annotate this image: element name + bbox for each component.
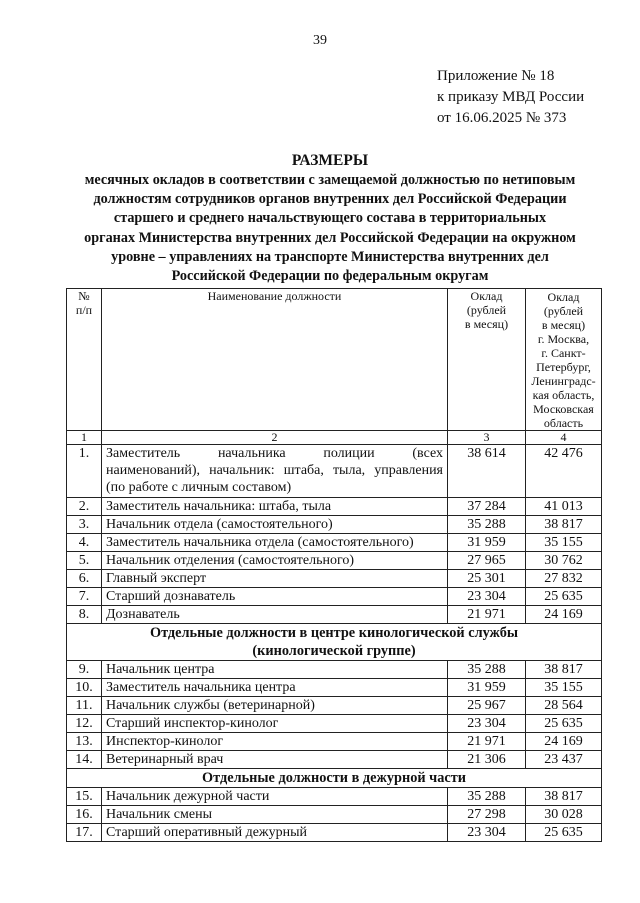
appendix-number: Приложение № 18 [437, 68, 555, 84]
table-row [67, 445, 602, 498]
title-heading: РАЗМЕРЫ [291, 152, 369, 169]
table-row [67, 588, 602, 606]
table-row [67, 552, 602, 570]
table-row [67, 570, 602, 588]
salary: 23 304 [448, 715, 526, 733]
position-name: Начальник центра [102, 661, 448, 679]
row-number: 12. [67, 715, 102, 733]
salary: 35 288 [448, 661, 526, 679]
salary: 37 284 [448, 498, 526, 516]
salary: 38 614 [448, 445, 526, 498]
header-salary: Оклад (рублей в месяц) [448, 289, 526, 431]
title-line: должностям сотрудников органов внутренних дел Российской Федерации [93, 191, 567, 208]
salary: 23 304 [448, 588, 526, 606]
salary: 21 971 [448, 733, 526, 751]
header-number: № п/п [67, 289, 102, 431]
table-row [67, 715, 602, 733]
salary-moscow: 35 155 [526, 534, 602, 552]
salary-moscow: 27 832 [526, 570, 602, 588]
section-header-cynology [67, 624, 602, 661]
row-number: 5. [67, 552, 102, 570]
salary: 27 965 [448, 552, 526, 570]
column-number: 4 [526, 431, 602, 445]
salary: 35 288 [448, 516, 526, 534]
position-name: Дознаватель [102, 606, 448, 624]
row-number: 11. [67, 697, 102, 715]
column-number-row [67, 431, 602, 445]
salary-moscow: 30 028 [526, 806, 602, 824]
position-name: Начальник отдела (самостоятельного) [102, 516, 448, 534]
section-header-duty-unit [67, 769, 602, 788]
salary-moscow: 35 155 [526, 679, 602, 697]
row-number: 6. [67, 570, 102, 588]
table-row [67, 679, 602, 697]
column-number: 2 [102, 431, 448, 445]
position-name: Инспектор-кинолог [102, 733, 448, 751]
row-number: 7. [67, 588, 102, 606]
salary: 25 967 [448, 697, 526, 715]
position-name: Заместитель начальника отдела (самостоятельного) [102, 534, 448, 552]
salary-moscow: 24 169 [526, 733, 602, 751]
title-line: месячных окладов в соответствии с замещаемой должностью по нетиповым [84, 172, 576, 188]
salary-moscow: 38 817 [526, 661, 602, 679]
table-row [67, 516, 602, 534]
row-number: 14. [67, 751, 102, 769]
row-number: 16. [67, 806, 102, 824]
salary-moscow: 24 169 [526, 606, 602, 624]
position-name: Главный эксперт [102, 570, 448, 588]
position-name: Старший дознаватель [102, 588, 448, 606]
table-row [67, 788, 602, 806]
position-name: Ветеринарный врач [102, 751, 448, 769]
document-title [60, 151, 600, 286]
row-number: 3. [67, 516, 102, 534]
column-number: 3 [448, 431, 526, 445]
salary: 21 971 [448, 606, 526, 624]
row-number: 17. [67, 824, 102, 842]
salary-moscow: 25 635 [526, 588, 602, 606]
title-line: старшего и среднего начальствующего состава в территориальных [113, 210, 547, 227]
header-position-name: Наименование должности [102, 289, 448, 431]
row-number: 8. [67, 606, 102, 624]
appendix-reference [437, 66, 584, 129]
title-line: уровне – управлениях на транспорте Министерства внутренних дел [111, 248, 549, 265]
row-number: 15. [67, 788, 102, 806]
table-row [67, 606, 602, 624]
table-row [67, 534, 602, 552]
row-number: 9. [67, 661, 102, 679]
position-name: Заместитель начальника центра [102, 679, 448, 697]
row-number: 4. [67, 534, 102, 552]
salary: 31 959 [448, 679, 526, 697]
section-title: (кинологической группе) [252, 643, 416, 659]
page-number: 39 [313, 33, 327, 48]
salary-moscow: 25 635 [526, 824, 602, 842]
table-row [67, 661, 602, 679]
salary-moscow: 23 437 [526, 751, 602, 769]
salary: 23 304 [448, 824, 526, 842]
position-name: Старший инспектор-кинолог [102, 715, 448, 733]
table-row [67, 824, 602, 842]
row-number: 13. [67, 733, 102, 751]
position-name: Начальник смены [102, 806, 448, 824]
title-line: органах Министерства внутренних дел Российской Федерации на окружном [84, 229, 576, 246]
table-row [67, 806, 602, 824]
salary-moscow: 38 817 [526, 788, 602, 806]
position-name: Заместитель начальника полиции (всех наименований), начальник: штаба, тыла, управления (по работе с личным составом) [102, 445, 448, 498]
position-name: Начальник отделения (самостоятельного) [102, 552, 448, 570]
appendix-order: к приказу МВД России [437, 89, 585, 105]
salary-moscow: 38 817 [526, 516, 602, 534]
salary-moscow: 28 564 [526, 697, 602, 715]
title-line: Российской Федерации по федеральным округам [171, 268, 489, 285]
salary-moscow: 25 635 [526, 715, 602, 733]
table-row [67, 498, 602, 516]
salary: 31 959 [448, 534, 526, 552]
column-number: 1 [67, 431, 102, 445]
row-number: 10. [67, 679, 102, 697]
table-row [67, 733, 602, 751]
salary: 35 288 [448, 788, 526, 806]
salary: 21 306 [448, 751, 526, 769]
salary-table [66, 288, 602, 842]
salary-moscow: 41 013 [526, 498, 602, 516]
salary: 25 301 [448, 570, 526, 588]
position-name: Заместитель начальника: штаба, тыла [102, 498, 448, 516]
section-title: Отдельные должности в центре кинологической службы [149, 625, 519, 641]
appendix-date: от 16.06.2025 № 373 [437, 110, 567, 126]
salary-moscow: 30 762 [526, 552, 602, 570]
row-number: 2. [67, 498, 102, 516]
table-row [67, 751, 602, 769]
position-name: Старший оперативный дежурный [102, 824, 448, 842]
salary: 27 298 [448, 806, 526, 824]
table-row [67, 697, 602, 715]
position-name: Начальник службы (ветеринарной) [102, 697, 448, 715]
table-header-row [67, 289, 602, 431]
header-salary-moscow: Оклад (рублей в месяц) г. Москва, г. Санкт- Петербург, Ленинградс- кая область, Московская область [526, 289, 602, 431]
position-name: Начальник дежурной части [102, 788, 448, 806]
row-number: 1. [67, 445, 102, 498]
salary-moscow: 42 476 [526, 445, 602, 498]
section-title: Отдельные должности в дежурной части [202, 770, 466, 786]
